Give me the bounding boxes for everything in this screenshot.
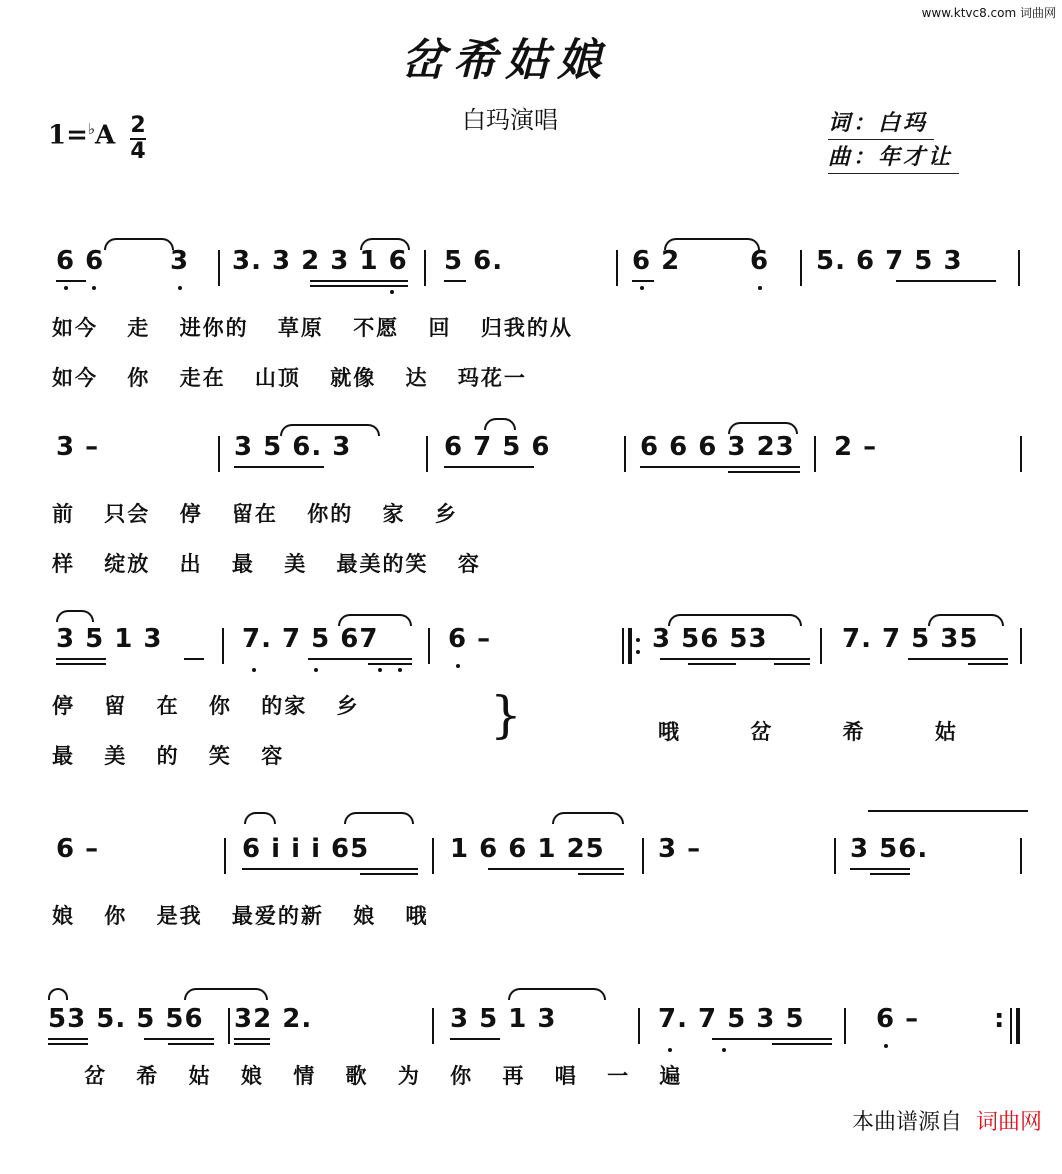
time-signature: [130, 114, 146, 164]
measure: 3 56 53: [652, 624, 768, 654]
meter-top: 2: [130, 113, 146, 138]
refrain-lyrics: 哦 岔 希 姑: [658, 720, 958, 744]
measure: 3 5 1 3: [450, 1004, 557, 1034]
notes-line-2: [48, 432, 1028, 482]
measure: 32 2.: [234, 1004, 313, 1034]
key-prefix: 1=: [48, 120, 88, 151]
measure: 3 5 6. 3: [234, 432, 352, 462]
repeat-end: :: [994, 1004, 1006, 1034]
measure: 3 –: [56, 432, 100, 462]
notes-line-1: [48, 246, 1028, 296]
measure: 7. 7 5 3 5: [658, 1004, 805, 1034]
key-note: A: [94, 120, 116, 151]
score-line-1: [48, 246, 1028, 416]
lyrics-verse-2: 最 美 的 笑 容: [52, 744, 285, 768]
measure: 2 –: [834, 432, 878, 462]
measure: 3: [170, 246, 190, 276]
measure: 6 i i i 65: [242, 834, 370, 864]
lyrics-verse-1: 停 留 在 你 的家 乡: [52, 694, 360, 718]
score-line-4: [48, 834, 1028, 1004]
composer-credit: 曲：年才让: [828, 140, 959, 174]
measure: 3 –: [658, 834, 702, 864]
measure: 6 2: [632, 246, 681, 276]
lyrics-line-4: 娘 你 是我 最爱的新 娘 哦: [52, 904, 429, 928]
verse-brace: }: [490, 686, 522, 744]
performer: 白玛演唱: [462, 106, 558, 134]
measure: 6 7 5 6: [444, 432, 551, 462]
notes-line-5: [48, 1004, 1028, 1054]
meter-bottom: 4: [130, 139, 146, 164]
notes-line-3: [48, 624, 1028, 674]
measure: 3. 3 2 3 1 6: [232, 246, 408, 276]
footer: [852, 1105, 1042, 1136]
flat-symbol: ♭: [87, 120, 95, 138]
lyrics-line-5: 岔 希 姑 娘 情 歌 为 你 再 唱 一 遍: [84, 1064, 683, 1088]
measure: 7. 7 5 67: [242, 624, 379, 654]
score-line-2: [48, 432, 1028, 602]
footer-source: 本曲谱源自: [851, 1110, 962, 1135]
measure: 6 –: [876, 1004, 920, 1034]
notes-line-4: [48, 834, 1028, 884]
lyricist-credit: 词：白玛: [828, 106, 934, 140]
measure: 6: [750, 246, 770, 276]
lyrics-verse-1: 前 只会 停 留在 你的 家 乡: [52, 502, 458, 526]
measure: 3 5 1 3: [56, 624, 163, 654]
measure: 5 6.: [444, 246, 504, 276]
lyrics-verse-1: 如今 走 进你的 草原 不愿 回 归我的从: [52, 316, 573, 340]
footer-site-link[interactable]: 词曲网: [975, 1110, 1042, 1135]
measure: 6 6: [56, 246, 105, 276]
measure: 5. 6 7 5 3: [816, 246, 963, 276]
measure: 3 56.: [850, 834, 929, 864]
measure: 6 –: [448, 624, 492, 654]
measure: 6 6 6 3 23: [640, 432, 795, 462]
key-signature: [48, 120, 115, 151]
measure: 1 6 6 1 25: [450, 834, 605, 864]
song-title: 岔希姑娘: [401, 35, 609, 86]
score-line-3: [48, 624, 1028, 794]
lyrics-verse-2: 如今 你 走在 山顶 就像 达 玛花一: [52, 366, 527, 390]
measure: 53 5. 5 56: [48, 1004, 204, 1034]
watermark: www.ktvc8.com 词曲网: [921, 6, 1056, 20]
score-line-5: [48, 1004, 1028, 1174]
measure: 6 –: [56, 834, 100, 864]
lyrics-verse-2: 样 绽放 出 最 美 最美的笑 容: [52, 552, 481, 576]
measure: 7. 7 5 35: [842, 624, 979, 654]
